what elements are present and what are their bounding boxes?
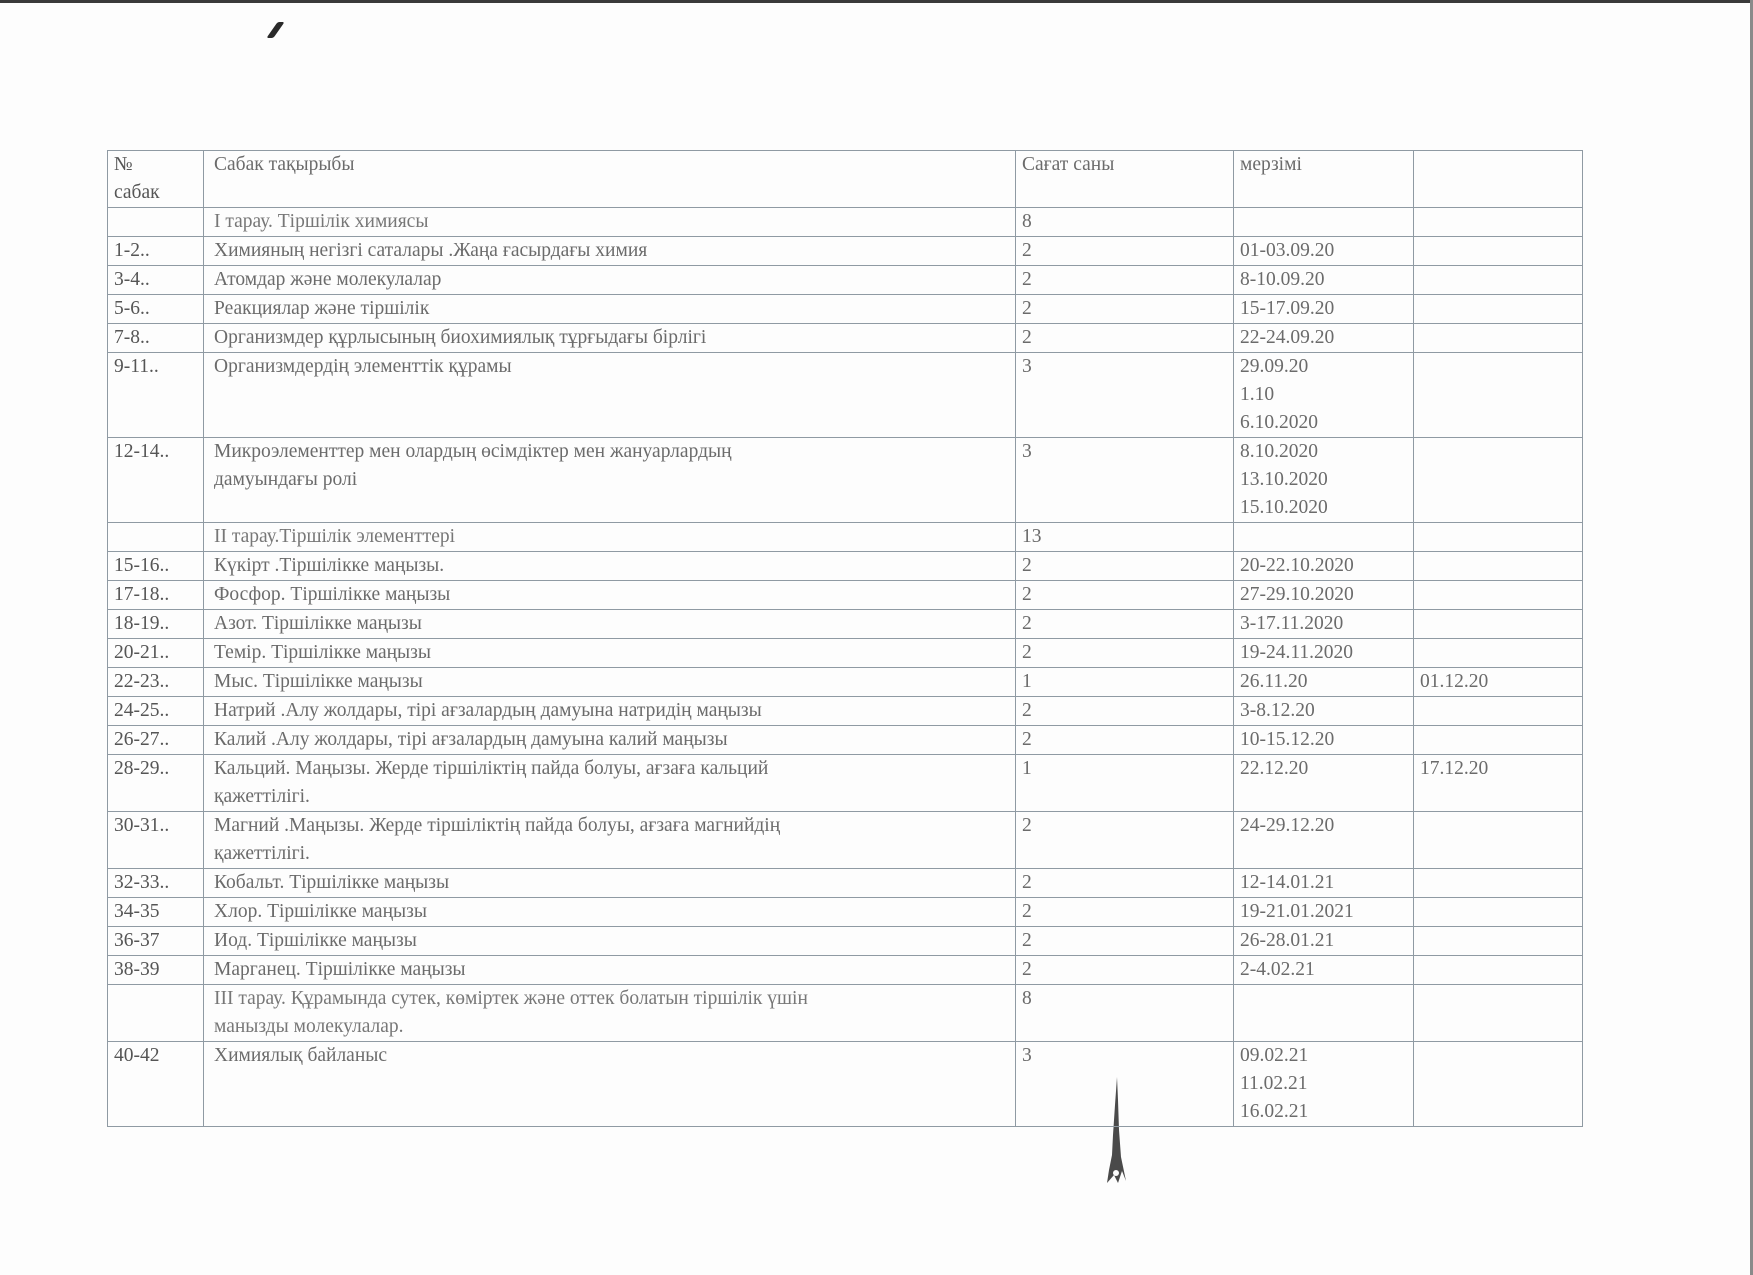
table-row	[108, 812, 1583, 869]
cell-extra	[1414, 295, 1583, 324]
table-row	[108, 353, 1583, 438]
table-row	[108, 1042, 1583, 1127]
table-row	[108, 552, 1583, 581]
cell-extra	[1414, 697, 1583, 726]
header-date: мерзімі	[1234, 151, 1414, 208]
cell-lesson-topic: Азот. Тіршілікке маңызы	[204, 610, 1016, 639]
cell-lesson-number: 36-37	[108, 927, 204, 956]
cell-extra	[1414, 985, 1583, 1042]
cell-hours: 2	[1016, 812, 1234, 869]
table-row	[108, 639, 1583, 668]
cell-date: 27-29.10.2020	[1234, 581, 1414, 610]
cell-lesson-topic: Хлор. Тіршілікке маңызы	[204, 898, 1016, 927]
cell-lesson-topic: Күкірт .Тіршілікке маңызы.	[204, 552, 1016, 581]
cell-hours: 2	[1016, 956, 1234, 985]
cell-extra	[1414, 438, 1583, 523]
cell-lesson-topic: I тарау. Тіршілік химиясы	[204, 208, 1016, 237]
cell-extra	[1414, 581, 1583, 610]
cell-lesson-topic: III тарау. Құрамында сутек, көміртек және оттек болатын тіршілік үшін манызды молекулалар.	[204, 985, 1016, 1042]
cell-hours: 2	[1016, 697, 1234, 726]
cell-lesson-number: 7-8..	[108, 324, 204, 353]
table-row	[108, 956, 1583, 985]
cell-extra	[1414, 610, 1583, 639]
cell-hours: 1	[1016, 755, 1234, 812]
cell-date	[1234, 208, 1414, 237]
cell-extra: 17.12.20	[1414, 755, 1583, 812]
cell-lesson-topic: Иод. Тіршілікке маңызы	[204, 927, 1016, 956]
cell-hours: 3	[1016, 1042, 1234, 1127]
cell-extra: 01.12.20	[1414, 668, 1583, 697]
cell-date: 8-10.09.20	[1234, 266, 1414, 295]
cell-lesson-number	[108, 985, 204, 1042]
cell-lesson-topic: Микроэлементтер мен олардың өсімдіктер мен жануарлардың дамуындағы ролі	[204, 438, 1016, 523]
cell-lesson-number: 5-6..	[108, 295, 204, 324]
table-row	[108, 581, 1583, 610]
cell-date: 26.11.20	[1234, 668, 1414, 697]
cell-hours: 2	[1016, 581, 1234, 610]
cell-lesson-number: 9-11..	[108, 353, 204, 438]
scan-edge-top	[0, 0, 1753, 3]
cell-extra	[1414, 812, 1583, 869]
cell-extra	[1414, 208, 1583, 237]
table-row	[108, 237, 1583, 266]
cell-lesson-topic: Фосфор. Тіршілікке маңызы	[204, 581, 1016, 610]
table-row	[108, 869, 1583, 898]
cell-lesson-number	[108, 208, 204, 237]
table-row	[108, 898, 1583, 927]
cell-hours: 3	[1016, 438, 1234, 523]
cell-extra	[1414, 726, 1583, 755]
section-row	[108, 523, 1583, 552]
cell-lesson-topic: Организмдердің элементтік құрамы	[204, 353, 1016, 438]
cell-date: 19-24.11.2020	[1234, 639, 1414, 668]
cell-lesson-number: 18-19..	[108, 610, 204, 639]
cell-lesson-number: 17-18..	[108, 581, 204, 610]
cell-extra	[1414, 324, 1583, 353]
cell-date: 10-15.12.20	[1234, 726, 1414, 755]
cell-lesson-number: 28-29..	[108, 755, 204, 812]
cell-extra	[1414, 523, 1583, 552]
cell-lesson-number: 22-23..	[108, 668, 204, 697]
table-row	[108, 668, 1583, 697]
cell-lesson-topic: Калий .Алу жолдары, тірі ағзалардың дамуына калий маңызы	[204, 726, 1016, 755]
cell-date: 19-21.01.2021	[1234, 898, 1414, 927]
cell-date: 2-4.02.21	[1234, 956, 1414, 985]
cell-lesson-topic: Магний .Маңызы. Жерде тіршіліктің пайда болуы, ағзаға магнийдің қажеттілігі.	[204, 812, 1016, 869]
cell-lesson-number: 26-27..	[108, 726, 204, 755]
cell-lesson-number	[108, 523, 204, 552]
table-row	[108, 438, 1583, 523]
table-row	[108, 726, 1583, 755]
cell-hours: 2	[1016, 266, 1234, 295]
cell-lesson-number: 32-33..	[108, 869, 204, 898]
cell-hours: 2	[1016, 552, 1234, 581]
cell-date: 8.10.2020 13.10.2020 15.10.2020	[1234, 438, 1414, 523]
cell-hours: 13	[1016, 523, 1234, 552]
cell-hours: 2	[1016, 639, 1234, 668]
cell-extra	[1414, 869, 1583, 898]
table-row	[108, 266, 1583, 295]
cell-lesson-topic: II тарау.Тіршілік элементтері	[204, 523, 1016, 552]
cell-hours: 2	[1016, 237, 1234, 266]
cell-lesson-number: 1-2..	[108, 237, 204, 266]
cell-lesson-number: 15-16..	[108, 552, 204, 581]
cell-lesson-topic: Кобальт. Тіршілікке маңызы	[204, 869, 1016, 898]
cell-lesson-number: 30-31..	[108, 812, 204, 869]
ink-speck	[266, 22, 284, 38]
cell-date: 01-03.09.20	[1234, 237, 1414, 266]
cell-extra	[1414, 927, 1583, 956]
cell-extra	[1414, 898, 1583, 927]
cell-lesson-number: 3-4..	[108, 266, 204, 295]
cell-extra	[1414, 552, 1583, 581]
cell-lesson-topic: Мыс. Тіршілікке маңызы	[204, 668, 1016, 697]
cell-hours: 2	[1016, 295, 1234, 324]
cell-date: 29.09.20 1.10 6.10.2020	[1234, 353, 1414, 438]
cell-hours: 8	[1016, 985, 1234, 1042]
cell-date: 26-28.01.21	[1234, 927, 1414, 956]
lesson-plan-table	[107, 150, 1583, 1127]
cell-extra	[1414, 1042, 1583, 1127]
cell-extra	[1414, 266, 1583, 295]
cell-extra	[1414, 956, 1583, 985]
cell-date: 20-22.10.2020	[1234, 552, 1414, 581]
table-row	[108, 324, 1583, 353]
header-extra	[1414, 151, 1583, 208]
cell-date: 12-14.01.21	[1234, 869, 1414, 898]
header-lesson-number: № сабак	[108, 151, 204, 208]
cell-hours: 1	[1016, 668, 1234, 697]
cell-lesson-number: 40-42	[108, 1042, 204, 1127]
cell-hours: 2	[1016, 898, 1234, 927]
cell-lesson-number: 20-21..	[108, 639, 204, 668]
table-row	[108, 755, 1583, 812]
cell-lesson-topic: Организмдер құрлысының биохимиялық тұрғыдағы бірлігі	[204, 324, 1016, 353]
cell-date: 3-17.11.2020	[1234, 610, 1414, 639]
cell-hours: 2	[1016, 927, 1234, 956]
cell-hours: 2	[1016, 869, 1234, 898]
cell-lesson-topic: Химиялық байланыс	[204, 1042, 1016, 1127]
header-hours: Сағат саны	[1016, 151, 1234, 208]
cell-lesson-topic: Реакциялар және тіршілік	[204, 295, 1016, 324]
cell-lesson-number: 12-14..	[108, 438, 204, 523]
table-header-row	[108, 151, 1583, 208]
cell-lesson-topic: Темір. Тіршілікке маңызы	[204, 639, 1016, 668]
cell-lesson-number: 34-35	[108, 898, 204, 927]
cell-lesson-topic: Атомдар және молекулалар	[204, 266, 1016, 295]
cell-date: 15-17.09.20	[1234, 295, 1414, 324]
cell-extra	[1414, 639, 1583, 668]
table-row	[108, 295, 1583, 324]
section-row	[108, 208, 1583, 237]
cell-date: 3-8.12.20	[1234, 697, 1414, 726]
cell-hours: 2	[1016, 324, 1234, 353]
header-lesson-topic: Сабак тақырыбы	[204, 151, 1016, 208]
cell-lesson-number: 38-39	[108, 956, 204, 985]
cell-date: 22.12.20	[1234, 755, 1414, 812]
cell-lesson-topic: Натрий .Алу жолдары, тірі ағзалардың дамуына натридің маңызы	[204, 697, 1016, 726]
table-row	[108, 610, 1583, 639]
cell-hours: 2	[1016, 726, 1234, 755]
cell-date	[1234, 523, 1414, 552]
cell-hours: 2	[1016, 610, 1234, 639]
cell-lesson-topic: Марганец. Тіршілікке маңызы	[204, 956, 1016, 985]
cell-extra	[1414, 237, 1583, 266]
cell-lesson-number: 24-25..	[108, 697, 204, 726]
table-row	[108, 927, 1583, 956]
cell-date: 09.02.21 11.02.21 16.02.21	[1234, 1042, 1414, 1127]
section-row	[108, 985, 1583, 1042]
cell-hours: 8	[1016, 208, 1234, 237]
cell-date: 22-24.09.20	[1234, 324, 1414, 353]
cell-hours: 3	[1016, 353, 1234, 438]
table-row	[108, 697, 1583, 726]
cell-extra	[1414, 353, 1583, 438]
cell-lesson-topic: Химияның негізгі саталары .Жаңа ғасырдағы химия	[204, 237, 1016, 266]
cell-lesson-topic: Кальций. Маңызы. Жерде тіршіліктің пайда болуы, ағзаға кальций қажеттілігі.	[204, 755, 1016, 812]
cell-date	[1234, 985, 1414, 1042]
cell-date: 24-29.12.20	[1234, 812, 1414, 869]
